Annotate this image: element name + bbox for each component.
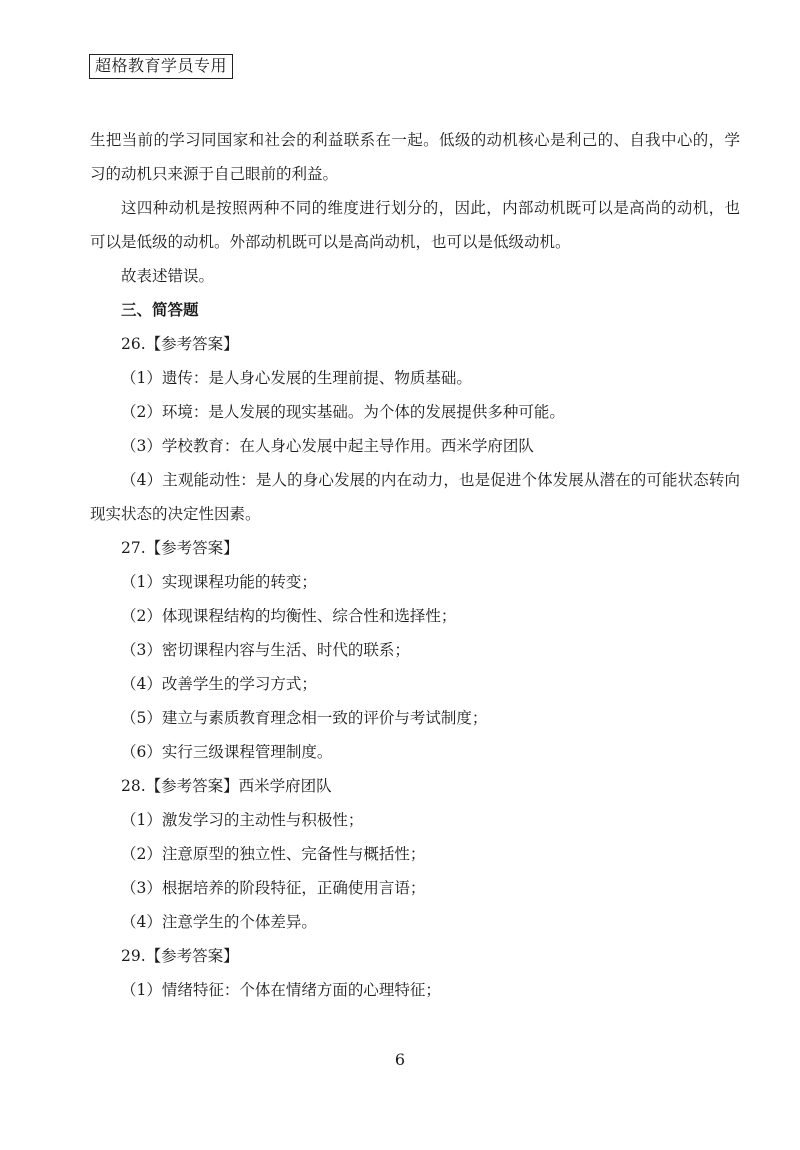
answer-item: （4）主观能动性：是人的身心发展的内在动力，也是促进个体发展从潜在的可能状态转向 bbox=[121, 471, 740, 489]
answer-heading-29: 29.【参考答案】 bbox=[121, 947, 239, 965]
answer-item: （3）学校教育：在人身心发展中起主导作用。西米学府团队 bbox=[121, 437, 534, 455]
answer-item: （4）改善学生的学习方式； bbox=[121, 675, 317, 693]
answer-item: （1）实现课程功能的转变； bbox=[121, 573, 317, 591]
header-label-box: 超格教育学员专用 bbox=[89, 54, 233, 79]
answer-item: （1）情绪特征：个体在情绪方面的心理特征； bbox=[121, 981, 441, 999]
page-number: 6 bbox=[394, 1050, 406, 1069]
answer-item: （2）体现课程结构的均衡性、综合性和选择性； bbox=[121, 607, 457, 625]
answer-heading-27: 27.【参考答案】 bbox=[121, 539, 239, 557]
answer-item: （2）环境：是人发展的现实基础。为个体的发展提供多种可能。 bbox=[121, 403, 565, 421]
document-body bbox=[90, 126, 740, 1010]
answer-item: （5）建立与素质教育理念相一致的评价与考试制度； bbox=[121, 709, 488, 727]
answer-item: （2）注意原型的独立性、完备性与概括性； bbox=[121, 845, 426, 863]
answer-item: （3）根据培养的阶段特征，正确使用言语； bbox=[121, 879, 426, 897]
answer-heading-26: 26.【参考答案】 bbox=[121, 335, 239, 353]
answer-item: （1）遗传：是人身心发展的生理前提、物质基础。 bbox=[121, 369, 472, 387]
paragraph-line: 故表述错误。 bbox=[121, 267, 215, 285]
paragraph-line: 习的动机只来源于自己眼前的利益。 bbox=[90, 165, 339, 183]
section-title: 三、简答题 bbox=[121, 300, 199, 319]
paragraph-line: 生把当前的学习同国家和社会的利益联系在一起。低级的动机核心是利己的、自我中心的，学 bbox=[90, 131, 740, 149]
paragraph-line: 可以是低级的动机。外部动机既可以是高尚动机，也可以是低级动机。 bbox=[90, 233, 571, 251]
answer-item: （4）注意学生的个体差异。 bbox=[121, 913, 317, 931]
answer-heading-28: 28.【参考答案】西米学府团队 bbox=[121, 777, 332, 795]
answer-item: （6）实行三级课程管理制度。 bbox=[121, 743, 333, 761]
paragraph-line: 这四种动机是按照两种不同的维度进行划分的，因此，内部动机既可以是高尚的动机，也 bbox=[121, 199, 740, 217]
answer-item-continuation: 现实状态的决定性因素。 bbox=[90, 505, 261, 523]
answer-item: （3）密切课程内容与生活、时代的联系； bbox=[121, 641, 410, 659]
answer-item: （1）激发学习的主动性与积极性； bbox=[121, 811, 364, 829]
